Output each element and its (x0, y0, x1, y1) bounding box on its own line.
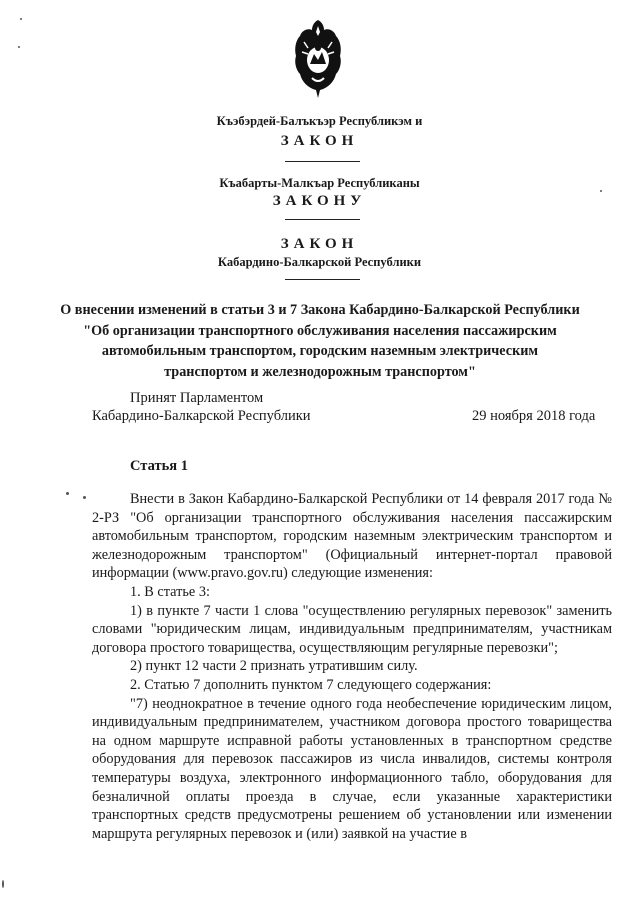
separator-rule (285, 279, 360, 280)
scan-speck (18, 46, 20, 48)
paragraph-intro: Внести в Закон Кабардино-Балкарской Республики от 14 февраля 2017 года № 2-РЗ "Об организации транспортного обслуживания населения пассажирским автомобильным транспортом, городским наземным электрическим транспортом и железнодорожным транспортом" (Официальный интернет-портал правовой информации (www.pravo.gov.ru) следующие изменения: (92, 491, 612, 582)
scan-speck (66, 492, 69, 495)
header-line-kabardian: Къэбэрдей-Балъкъэр Республикэм и (216, 114, 423, 128)
scan-speck (20, 18, 22, 20)
separator-rule (285, 161, 360, 162)
separator-rule (285, 219, 360, 220)
paragraph-item: 2. Статью 7 дополнить пунктом 7 следующего содержания: (130, 676, 492, 693)
article-body (92, 490, 612, 843)
law-heading-russian: ЗАКОН (280, 236, 359, 252)
paragraph-item: 1. В статье 3: (130, 583, 210, 600)
scan-speck (600, 190, 602, 192)
paragraph-item: 1) в пункте 7 части 1 слова "осуществлению регулярных перевозок" заменить словами "юридическим лицам, индивидуальным предпринимателям, участникам договора простого товарищества, осуществляющим регулярные перевозки"; (92, 602, 612, 656)
law-heading-kabardian: ЗАКОН (280, 133, 359, 149)
article-heading: Статья 1 (130, 458, 188, 474)
adopted-by-parliament: Кабардино-Балкарской Республики (92, 408, 311, 424)
coat-of-arms-emblem (290, 18, 346, 100)
law-heading-balkar: ЗАКОНУ (272, 193, 367, 209)
scan-speck (2, 880, 4, 888)
scan-speck (83, 496, 86, 499)
header-line-balkar: Къабарты-Малкъар Республиканы (219, 176, 420, 190)
header-line-russian: Кабардино-Балкарской Республики (217, 255, 422, 269)
adopted-by-line: Принят Парламентом (130, 390, 264, 406)
paragraph-item: "7) неоднократное в течение одного года необеспечение юридическим лицом, индивидуальным предпринимателем, участником договора простого товарищества на одном маршруте исправной работы установленных в транспортном средстве оборудования для перевозок пассажиров из числа инвалидов, системы контроля температуры воздуха, электронного информационного табло, оборудования для безналичной оплаты проезда в случае, если указанные характеристики транспортных средств предусмотрены решением об установлении или изменении маршрута регулярных перевозок и (или) заявкой на участие в (92, 695, 612, 842)
adoption-date: 29 ноября 2018 года (472, 408, 596, 424)
paragraph-item: 2) пункт 12 части 2 признать утратившим силу. (130, 658, 418, 675)
law-title: О внесении изменений в статьи 3 и 7 Закона Кабардино-Балкарской Республики "Об организации транспортного обслуживания населения пассажирским автомобильным транспортом, городским наземным электрическим транспортом и железнодорожным транспортом" (60, 302, 580, 380)
